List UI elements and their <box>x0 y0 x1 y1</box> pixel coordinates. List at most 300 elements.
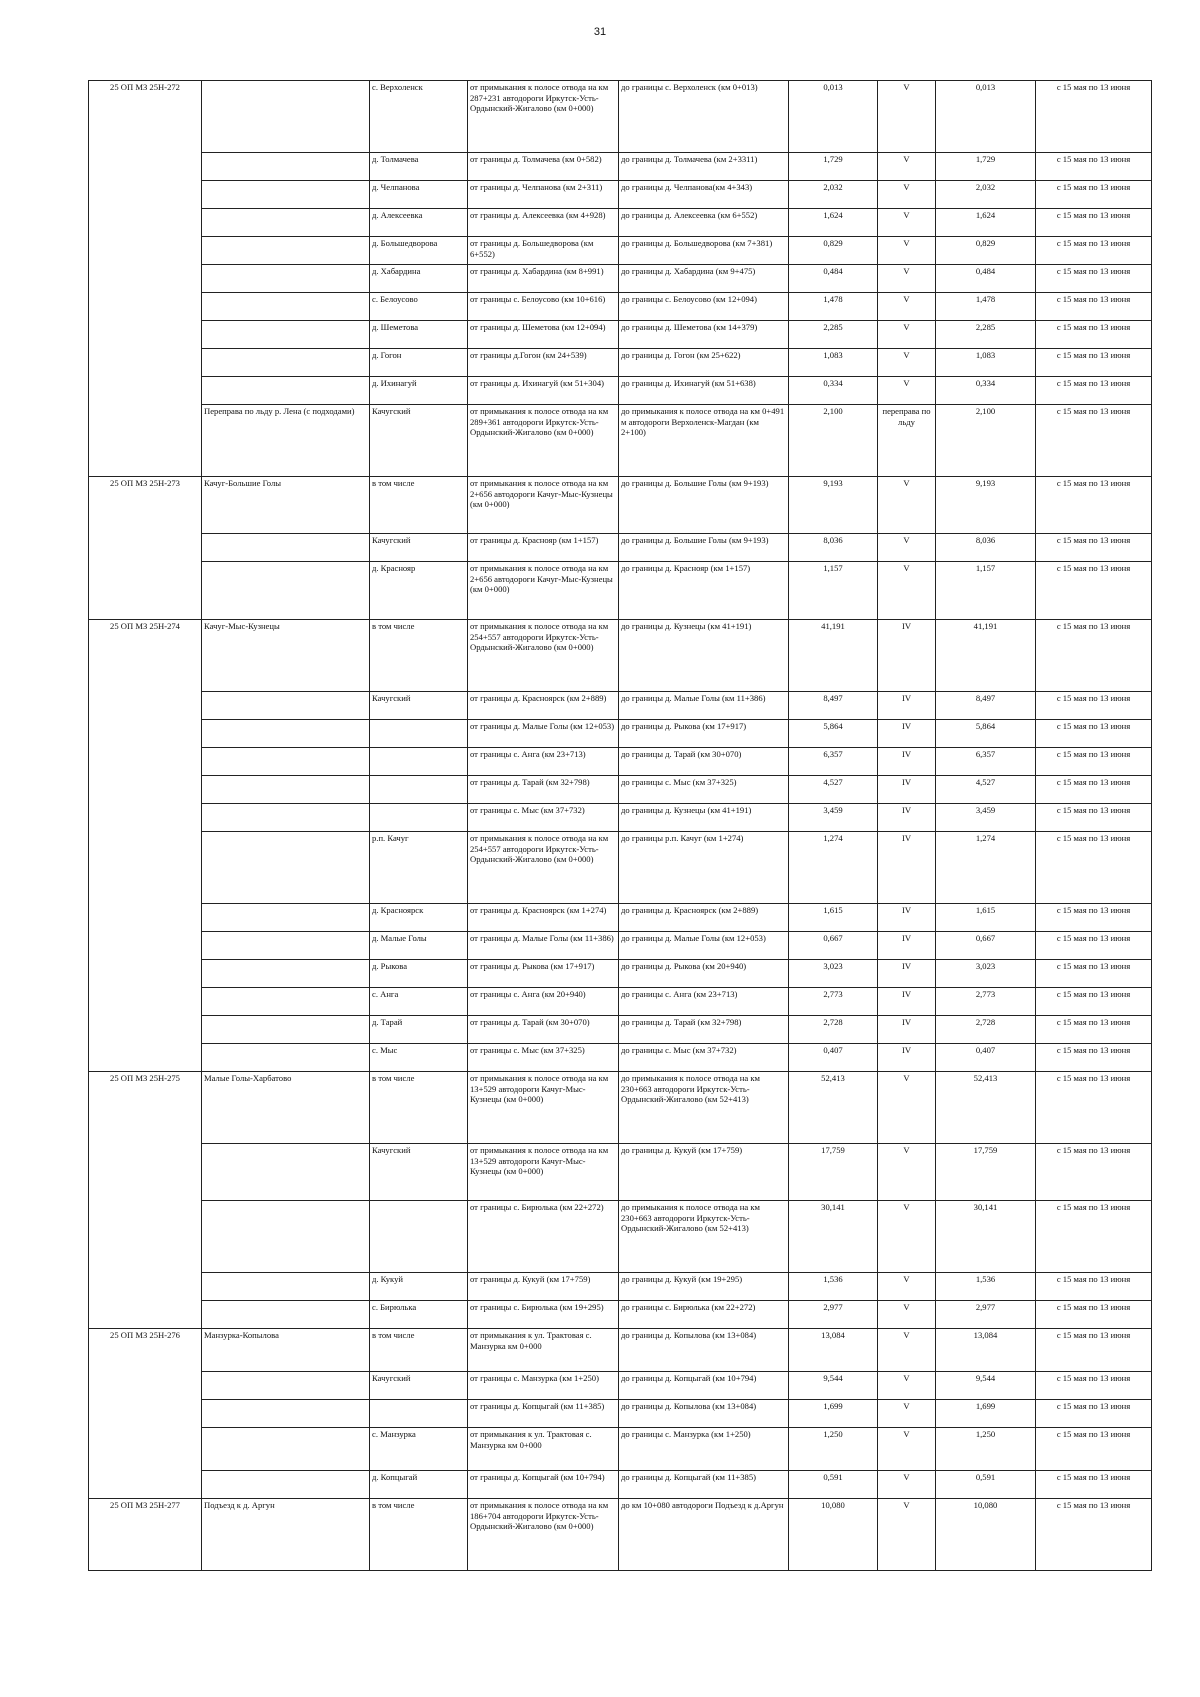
locality-cell: в том числе <box>370 620 468 692</box>
table-row <box>89 1144 1152 1201</box>
from-point-cell: от примыкания к полосе отвода на км 2+656 автодороги Качуг-Мыс-Кузнецы (км 0+000) <box>468 477 619 534</box>
page-number: 31 <box>593 26 607 38</box>
restriction-period-cell: с 15 мая по 13 июня <box>1036 265 1152 293</box>
restricted-length-cell: 1,083 <box>936 349 1036 377</box>
road-category-cell: IV <box>878 832 936 904</box>
from-point-cell: от границы д. Копцыгай (км 10+794) <box>468 1471 619 1499</box>
locality-cell: д. Копцыгай <box>370 1471 468 1499</box>
road-category-cell: V <box>878 153 936 181</box>
restricted-length-cell: 0,591 <box>936 1471 1036 1499</box>
road-category-cell: V <box>878 81 936 153</box>
locality-cell: д. Шеметова <box>370 321 468 349</box>
road-category-cell: V <box>878 237 936 265</box>
length-cell: 9,193 <box>789 477 878 534</box>
road-name-cell <box>202 804 370 832</box>
locality-cell: д. Кукуй <box>370 1273 468 1301</box>
restricted-length-cell: 1,624 <box>936 209 1036 237</box>
length-cell: 17,759 <box>789 1144 878 1201</box>
road-restriction-table <box>88 80 1152 1571</box>
road-name-cell <box>202 988 370 1016</box>
to-point-cell: до границы д. Копылова (км 13+084) <box>619 1329 789 1372</box>
road-name-cell <box>202 776 370 804</box>
road-name-cell <box>202 1044 370 1072</box>
to-point-cell: до границы с. Мыс (км 37+732) <box>619 1044 789 1072</box>
table-row <box>89 1016 1152 1044</box>
road-name-cell <box>202 1201 370 1273</box>
restricted-length-cell: 4,527 <box>936 776 1036 804</box>
locality-cell <box>370 1201 468 1273</box>
table-row <box>89 209 1152 237</box>
restricted-length-cell: 0,334 <box>936 377 1036 405</box>
restricted-length-cell: 1,250 <box>936 1428 1036 1471</box>
length-cell: 1,699 <box>789 1400 878 1428</box>
from-point-cell: от границы с. Мыс (км 37+325) <box>468 1044 619 1072</box>
restriction-period-cell: с 15 мая по 13 июня <box>1036 321 1152 349</box>
locality-cell: с. Верхоленск <box>370 81 468 153</box>
to-point-cell: до границы д. Хабардина (км 9+475) <box>619 265 789 293</box>
to-point-cell: до границы с. Бирюлька (км 22+272) <box>619 1301 789 1329</box>
road-name-cell <box>202 377 370 405</box>
restriction-period-cell: с 15 мая по 13 июня <box>1036 293 1152 321</box>
locality-cell: с. Мыс <box>370 1044 468 1072</box>
table-row <box>89 81 1152 153</box>
locality-cell: Качугский <box>370 692 468 720</box>
to-point-cell: до границы д. Ихинагуй (км 51+638) <box>619 377 789 405</box>
from-point-cell: от границы д. Малые Голы (км 12+053) <box>468 720 619 748</box>
road-name-cell <box>202 1273 370 1301</box>
locality-cell: Качугский <box>370 534 468 562</box>
road-name-cell <box>202 1372 370 1400</box>
locality-cell <box>370 720 468 748</box>
length-cell: 2,728 <box>789 1016 878 1044</box>
length-cell: 5,864 <box>789 720 878 748</box>
from-point-cell: от границы д. Тарай (км 32+798) <box>468 776 619 804</box>
to-point-cell: до границы д. Копцыгай (км 10+794) <box>619 1372 789 1400</box>
to-point-cell: до примыкания к полосе отвода на км 230+663 автодороги Иркутск-Усть-Ордынский-Жигалово (км 52+413) <box>619 1201 789 1273</box>
road-category-cell: IV <box>878 748 936 776</box>
road-category-cell: IV <box>878 1016 936 1044</box>
restricted-length-cell: 2,285 <box>936 321 1036 349</box>
road-category-cell: IV <box>878 988 936 1016</box>
restriction-period-cell: с 15 мая по 13 июня <box>1036 1144 1152 1201</box>
length-cell: 6,357 <box>789 748 878 776</box>
road-category-cell: IV <box>878 620 936 692</box>
road-name-cell <box>202 1400 370 1428</box>
restriction-period-cell: с 15 мая по 13 июня <box>1036 776 1152 804</box>
road-name-cell <box>202 720 370 748</box>
table-row <box>89 1044 1152 1072</box>
to-point-cell: до границы д. Красноярск (км 2+889) <box>619 904 789 932</box>
table-row <box>89 1273 1152 1301</box>
road-name-cell: Подъезд к д. Аргун <box>202 1499 370 1571</box>
restriction-period-cell: с 15 мая по 13 июня <box>1036 1400 1152 1428</box>
road-name-cell <box>202 153 370 181</box>
restriction-period-cell: с 15 мая по 13 июня <box>1036 477 1152 534</box>
to-point-cell: до км 10+080 автодороги Подъезд к д.Аргун <box>619 1499 789 1571</box>
from-point-cell: от границы д. Ихинагуй (км 51+304) <box>468 377 619 405</box>
from-point-cell: от границы д. Рыкова (км 17+917) <box>468 960 619 988</box>
to-point-cell: до границы д. Рыкова (км 17+917) <box>619 720 789 748</box>
restriction-period-cell: с 15 мая по 13 июня <box>1036 1499 1152 1571</box>
to-point-cell: до границы с. Манзурка (км 1+250) <box>619 1428 789 1471</box>
table-row <box>89 265 1152 293</box>
locality-cell: в том числе <box>370 1072 468 1144</box>
restricted-length-cell: 9,544 <box>936 1372 1036 1400</box>
locality-cell: Качугский <box>370 1372 468 1400</box>
to-point-cell: до границы д. Толмачева (км 2+3311) <box>619 153 789 181</box>
locality-cell: д. Гогон <box>370 349 468 377</box>
locality-cell: д. Красноярск <box>370 904 468 932</box>
road-category-cell: V <box>878 477 936 534</box>
road-category-cell: V <box>878 181 936 209</box>
from-point-cell: от границы д. Большедворова (км 6+552) <box>468 237 619 265</box>
restricted-length-cell: 3,459 <box>936 804 1036 832</box>
to-point-cell: до границы д. Гогон (км 25+622) <box>619 349 789 377</box>
table-row <box>89 1201 1152 1273</box>
from-point-cell: от границы д. Красноярск (км 2+889) <box>468 692 619 720</box>
locality-cell: д. Ихинагуй <box>370 377 468 405</box>
road-name-cell <box>202 265 370 293</box>
length-cell: 8,036 <box>789 534 878 562</box>
from-point-cell: от границы д. Кукуй (км 17+759) <box>468 1273 619 1301</box>
restriction-period-cell: с 15 мая по 13 июня <box>1036 1372 1152 1400</box>
road-name-cell <box>202 209 370 237</box>
restriction-period-cell: с 15 мая по 13 июня <box>1036 181 1152 209</box>
restriction-period-cell: с 15 мая по 13 июня <box>1036 562 1152 620</box>
restricted-length-cell: 2,728 <box>936 1016 1036 1044</box>
road-name-cell: Качуг-Большие Голы <box>202 477 370 534</box>
restricted-length-cell: 1,478 <box>936 293 1036 321</box>
length-cell: 1,274 <box>789 832 878 904</box>
restriction-period-cell: с 15 мая по 13 июня <box>1036 1201 1152 1273</box>
road-category-cell: V <box>878 321 936 349</box>
to-point-cell: до границы д. Алексеевка (км 6+552) <box>619 209 789 237</box>
locality-cell: в том числе <box>370 1329 468 1372</box>
to-point-cell: до границы р.п. Качуг (км 1+274) <box>619 832 789 904</box>
table-row <box>89 321 1152 349</box>
length-cell: 1,083 <box>789 349 878 377</box>
length-cell: 2,100 <box>789 405 878 477</box>
road-category-cell: V <box>878 1301 936 1329</box>
road-category-cell: V <box>878 349 936 377</box>
from-point-cell: от границы с. Мыс (км 37+732) <box>468 804 619 832</box>
to-point-cell: до примыкания к полосе отвода на км 230+663 автодороги Иркутск-Усть-Ордынский-Жигалово (км 52+413) <box>619 1072 789 1144</box>
length-cell: 0,829 <box>789 237 878 265</box>
table-row <box>89 960 1152 988</box>
locality-cell: с. Бирюлька <box>370 1301 468 1329</box>
restriction-period-cell: с 15 мая по 13 июня <box>1036 1016 1152 1044</box>
restriction-period-cell: с 15 мая по 13 июня <box>1036 534 1152 562</box>
table-row <box>89 237 1152 265</box>
road-name-cell <box>202 237 370 265</box>
road-code-cell: 25 ОП МЗ 25Н-273 <box>89 477 202 620</box>
table-row <box>89 562 1152 620</box>
locality-cell: с. Белоусово <box>370 293 468 321</box>
to-point-cell: до границы с. Мыс (км 37+325) <box>619 776 789 804</box>
road-category-cell: IV <box>878 804 936 832</box>
road-code-cell: 25 ОП МЗ 25Н-277 <box>89 1499 202 1571</box>
restriction-period-cell: с 15 мая по 13 июня <box>1036 1044 1152 1072</box>
restricted-length-cell: 30,141 <box>936 1201 1036 1273</box>
to-point-cell: до границы д. Краснояр (км 1+157) <box>619 562 789 620</box>
road-name-cell <box>202 960 370 988</box>
road-category-cell: V <box>878 209 936 237</box>
restricted-length-cell: 0,667 <box>936 932 1036 960</box>
restricted-length-cell: 2,100 <box>936 405 1036 477</box>
table-row <box>89 1329 1152 1372</box>
restriction-period-cell: с 15 мая по 13 июня <box>1036 81 1152 153</box>
locality-cell: р.п. Качуг <box>370 832 468 904</box>
restricted-length-cell: 0,407 <box>936 1044 1036 1072</box>
restriction-period-cell: с 15 мая по 13 июня <box>1036 1072 1152 1144</box>
road-name-cell <box>202 81 370 153</box>
restricted-length-cell: 41,191 <box>936 620 1036 692</box>
table-row <box>89 534 1152 562</box>
locality-cell: д. Тарай <box>370 1016 468 1044</box>
locality-cell <box>370 776 468 804</box>
length-cell: 0,484 <box>789 265 878 293</box>
table-row <box>89 1428 1152 1471</box>
road-category-cell: V <box>878 1072 936 1144</box>
restriction-period-cell: с 15 мая по 13 июня <box>1036 405 1152 477</box>
table-row <box>89 1301 1152 1329</box>
restriction-period-cell: с 15 мая по 13 июня <box>1036 620 1152 692</box>
restricted-length-cell: 1,699 <box>936 1400 1036 1428</box>
locality-cell: в том числе <box>370 477 468 534</box>
from-point-cell: от примыкания к полосе отвода на км 186+704 автодороги Иркутск-Усть-Ордынский-Жигалово (км 0+000) <box>468 1499 619 1571</box>
length-cell: 10,080 <box>789 1499 878 1571</box>
table-row <box>89 620 1152 692</box>
restriction-period-cell: с 15 мая по 13 июня <box>1036 209 1152 237</box>
road-category-cell: IV <box>878 720 936 748</box>
restriction-period-cell: с 15 мая по 13 июня <box>1036 1471 1152 1499</box>
road-category-cell: IV <box>878 960 936 988</box>
to-point-cell: до границы д. Большие Голы (км 9+193) <box>619 534 789 562</box>
length-cell: 2,032 <box>789 181 878 209</box>
restricted-length-cell: 1,157 <box>936 562 1036 620</box>
locality-cell: Качугский <box>370 405 468 477</box>
restriction-period-cell: с 15 мая по 13 июня <box>1036 349 1152 377</box>
from-point-cell: от примыкания к полосе отвода на км 254+557 автодороги Иркутск-Усть-Ордынский-Жигалово (км 0+000) <box>468 620 619 692</box>
restricted-length-cell: 10,080 <box>936 1499 1036 1571</box>
restriction-period-cell: с 15 мая по 13 июня <box>1036 692 1152 720</box>
from-point-cell: от примыкания к полосе отвода на км 2+656 автодороги Качуг-Мыс-Кузнецы (км 0+000) <box>468 562 619 620</box>
to-point-cell: до границы д. Малые Голы (км 11+386) <box>619 692 789 720</box>
table-row <box>89 1072 1152 1144</box>
road-name-cell <box>202 293 370 321</box>
road-name-cell <box>202 832 370 904</box>
road-name-cell <box>202 932 370 960</box>
road-category-cell: V <box>878 1471 936 1499</box>
restriction-period-cell: с 15 мая по 13 июня <box>1036 720 1152 748</box>
restricted-length-cell: 2,773 <box>936 988 1036 1016</box>
length-cell: 1,478 <box>789 293 878 321</box>
road-name-cell <box>202 1144 370 1201</box>
restriction-period-cell: с 15 мая по 13 июня <box>1036 1329 1152 1372</box>
table-row <box>89 1471 1152 1499</box>
to-point-cell: до границы д. Челпанова(км 4+343) <box>619 181 789 209</box>
to-point-cell: до границы д. Кукуй (км 17+759) <box>619 1144 789 1201</box>
road-category-cell: V <box>878 1144 936 1201</box>
locality-cell <box>370 804 468 832</box>
from-point-cell: от границы с. Манзурка (км 1+250) <box>468 1372 619 1400</box>
road-name-cell <box>202 692 370 720</box>
to-point-cell: до границы д. Кузнецы (км 41+191) <box>619 804 789 832</box>
restricted-length-cell: 2,032 <box>936 181 1036 209</box>
length-cell: 52,413 <box>789 1072 878 1144</box>
road-category-cell: V <box>878 1400 936 1428</box>
road-name-cell <box>202 748 370 776</box>
from-point-cell: от границы с. Белоусово (км 10+616) <box>468 293 619 321</box>
length-cell: 8,497 <box>789 692 878 720</box>
length-cell: 9,544 <box>789 1372 878 1400</box>
table-row <box>89 776 1152 804</box>
road-name-cell <box>202 562 370 620</box>
length-cell: 1,729 <box>789 153 878 181</box>
table-row <box>89 405 1152 477</box>
road-category-cell: V <box>878 1329 936 1372</box>
from-point-cell: от границы д. Тарай (км 30+070) <box>468 1016 619 1044</box>
locality-cell: д. Толмачева <box>370 153 468 181</box>
restricted-length-cell: 0,829 <box>936 237 1036 265</box>
restricted-length-cell: 0,013 <box>936 81 1036 153</box>
table-row <box>89 153 1152 181</box>
from-point-cell: от границы с. Бирюлька (км 19+295) <box>468 1301 619 1329</box>
locality-cell: д. Алексеевка <box>370 209 468 237</box>
locality-cell: в том числе <box>370 1499 468 1571</box>
to-point-cell: до границы д. Малые Голы (км 12+053) <box>619 932 789 960</box>
from-point-cell: от границы д. Малые Голы (км 11+386) <box>468 932 619 960</box>
from-point-cell: от границы д. Хабардина (км 8+991) <box>468 265 619 293</box>
restricted-length-cell: 1,729 <box>936 153 1036 181</box>
restricted-length-cell: 13,084 <box>936 1329 1036 1372</box>
length-cell: 1,536 <box>789 1273 878 1301</box>
locality-cell: д. Хабардина <box>370 265 468 293</box>
from-point-cell: от границы д. Челпанова (км 2+311) <box>468 181 619 209</box>
road-name-cell <box>202 1428 370 1471</box>
restricted-length-cell: 8,036 <box>936 534 1036 562</box>
table-row <box>89 1400 1152 1428</box>
restricted-length-cell: 5,864 <box>936 720 1036 748</box>
restricted-length-cell: 3,023 <box>936 960 1036 988</box>
length-cell: 13,084 <box>789 1329 878 1372</box>
road-category-cell: V <box>878 534 936 562</box>
table-row <box>89 349 1152 377</box>
table-row <box>89 477 1152 534</box>
restricted-length-cell: 1,536 <box>936 1273 1036 1301</box>
road-category-cell: IV <box>878 692 936 720</box>
from-point-cell: от примыкания к полосе отвода на км 289+361 автодороги Иркутск-Усть-Ордынский-Жигалово (км 0+000) <box>468 405 619 477</box>
road-category-cell: V <box>878 265 936 293</box>
table-row <box>89 1499 1152 1571</box>
to-point-cell: до границы д. Большие Голы (км 9+193) <box>619 477 789 534</box>
road-name-cell <box>202 904 370 932</box>
to-point-cell: до границы д. Тарай (км 30+070) <box>619 748 789 776</box>
to-point-cell: до границы д. Кукуй (км 19+295) <box>619 1273 789 1301</box>
locality-cell: с. Манзурка <box>370 1428 468 1471</box>
length-cell: 3,459 <box>789 804 878 832</box>
road-code-cell: 25 ОП МЗ 25Н-276 <box>89 1329 202 1499</box>
road-name-cell: Манзурка-Копылова <box>202 1329 370 1372</box>
length-cell: 0,013 <box>789 81 878 153</box>
road-category-cell: IV <box>878 904 936 932</box>
locality-cell <box>370 748 468 776</box>
restriction-period-cell: с 15 мая по 13 июня <box>1036 960 1152 988</box>
road-category-cell: V <box>878 1372 936 1400</box>
road-name-cell <box>202 321 370 349</box>
locality-cell: д. Большедворова <box>370 237 468 265</box>
from-point-cell: от границы д. Красноярск (км 1+274) <box>468 904 619 932</box>
table-row <box>89 720 1152 748</box>
length-cell: 2,773 <box>789 988 878 1016</box>
to-point-cell: до границы с. Белоусово (км 12+094) <box>619 293 789 321</box>
from-point-cell: от границы с. Анга (км 23+713) <box>468 748 619 776</box>
length-cell: 1,157 <box>789 562 878 620</box>
road-category-cell: V <box>878 293 936 321</box>
table-row <box>89 748 1152 776</box>
road-name-cell <box>202 181 370 209</box>
to-point-cell: до примыкания к полосе отвода на км 0+491 м автодороги Верхоленск-Магдан (км 2+100) <box>619 405 789 477</box>
table-row <box>89 988 1152 1016</box>
from-point-cell: от примыкания к ул. Трактовая с. Манзурка км 0+000 <box>468 1329 619 1372</box>
restricted-length-cell: 17,759 <box>936 1144 1036 1201</box>
length-cell: 4,527 <box>789 776 878 804</box>
road-category-cell: V <box>878 562 936 620</box>
road-name-cell: Малые Голы-Харбатово <box>202 1072 370 1144</box>
table-row <box>89 904 1152 932</box>
restriction-period-cell: с 15 мая по 13 июня <box>1036 1273 1152 1301</box>
length-cell: 0,407 <box>789 1044 878 1072</box>
from-point-cell: от границы д. Алексеевка (км 4+928) <box>468 209 619 237</box>
length-cell: 2,977 <box>789 1301 878 1329</box>
restriction-period-cell: с 15 мая по 13 июня <box>1036 377 1152 405</box>
table-row <box>89 932 1152 960</box>
table-row <box>89 832 1152 904</box>
restricted-length-cell: 8,497 <box>936 692 1036 720</box>
road-category-cell: IV <box>878 776 936 804</box>
road-category-cell: V <box>878 1201 936 1273</box>
road-name-cell: Переправа по льду р. Лена (с подходами) <box>202 405 370 477</box>
to-point-cell: до границы д. Копылова (км 13+084) <box>619 1400 789 1428</box>
length-cell: 0,334 <box>789 377 878 405</box>
from-point-cell: от границы д. Краснояр (км 1+157) <box>468 534 619 562</box>
table-row <box>89 293 1152 321</box>
locality-cell <box>370 1400 468 1428</box>
restriction-period-cell: с 15 мая по 13 июня <box>1036 153 1152 181</box>
road-name-cell <box>202 1016 370 1044</box>
from-point-cell: от границы д. Копцыгай (км 11+385) <box>468 1400 619 1428</box>
length-cell: 0,591 <box>789 1471 878 1499</box>
to-point-cell: до границы д. Шеметова (км 14+379) <box>619 321 789 349</box>
road-code-cell: 25 ОП МЗ 25Н-272 <box>89 81 202 477</box>
from-point-cell: от примыкания к полосе отвода на км 13+529 автодороги Качуг-Мыс-Кузнецы (км 0+000) <box>468 1144 619 1201</box>
restriction-period-cell: с 15 мая по 13 июня <box>1036 237 1152 265</box>
road-name-cell <box>202 1471 370 1499</box>
from-point-cell: от примыкания к полосе отвода на км 287+231 автодороги Иркутск-Усть-Ордынский-Жигалово (км 0+000) <box>468 81 619 153</box>
road-category-cell: переправа по льду <box>878 405 936 477</box>
length-cell: 3,023 <box>789 960 878 988</box>
locality-cell: д. Челпанова <box>370 181 468 209</box>
restriction-period-cell: с 15 мая по 13 июня <box>1036 804 1152 832</box>
to-point-cell: до границы д. Тарай (км 32+798) <box>619 1016 789 1044</box>
from-point-cell: от примыкания к полосе отвода на км 254+557 автодороги Иркутск-Усть-Ордынский-Жигалово (км 0+000) <box>468 832 619 904</box>
road-category-cell: V <box>878 1499 936 1571</box>
restriction-period-cell: с 15 мая по 13 июня <box>1036 1428 1152 1471</box>
restriction-period-cell: с 15 мая по 13 июня <box>1036 748 1152 776</box>
road-category-cell: V <box>878 377 936 405</box>
from-point-cell: от границы д.Гогон (км 24+539) <box>468 349 619 377</box>
table-row <box>89 804 1152 832</box>
